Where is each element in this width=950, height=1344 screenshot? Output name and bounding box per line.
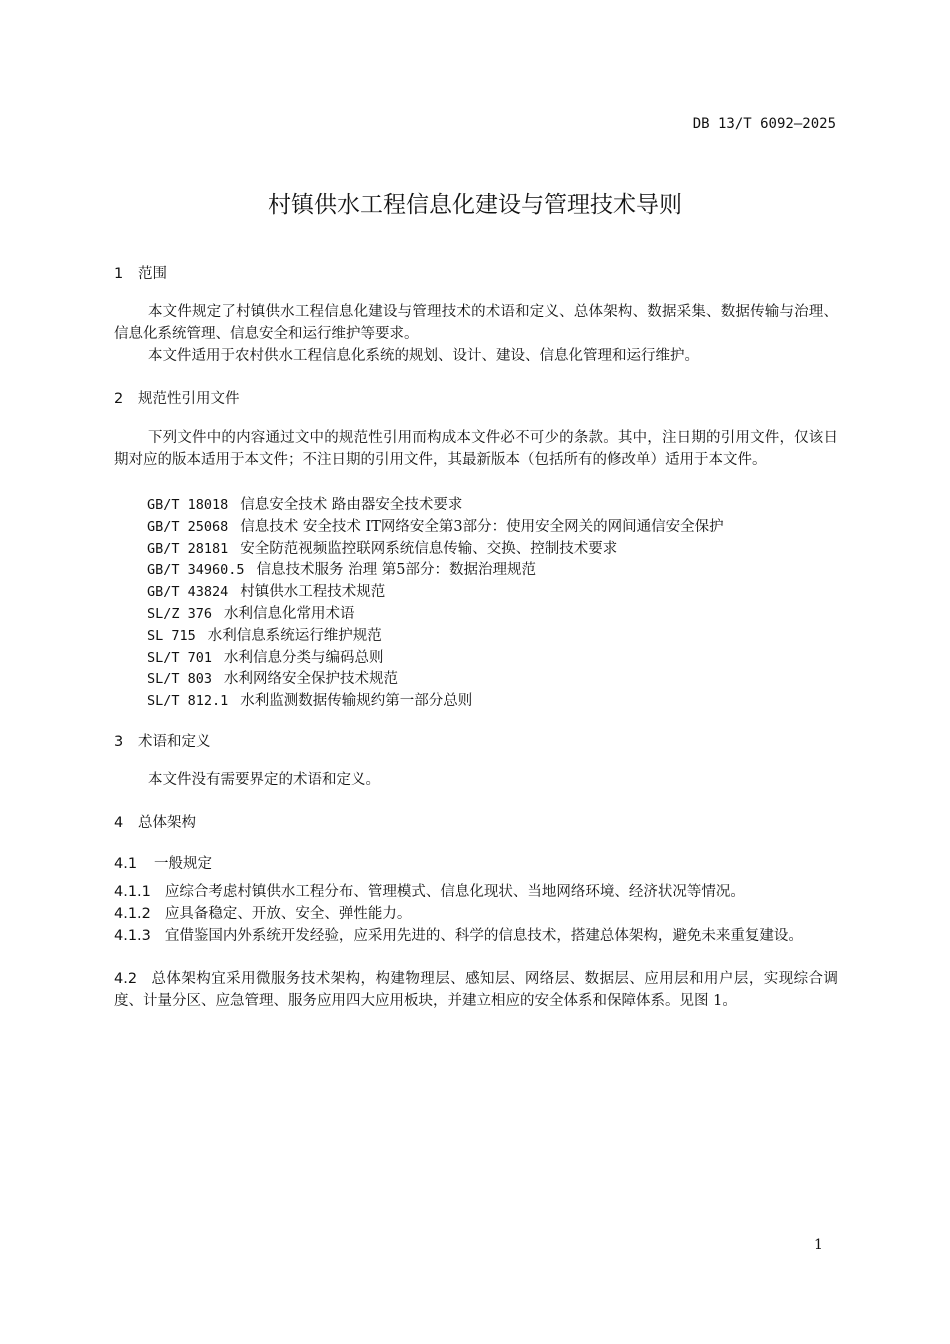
section-1-paragraph-1: 本文件规定了村镇供水工程信息化建设与管理技术的术语和定义、总体架构、数据采集、数据传输与治理、信息化系统管理、信息安全和运行维护等要求。 bbox=[114, 304, 838, 342]
reference-title: 信息安全技术 路由器安全技术要求 bbox=[240, 497, 463, 513]
reference-item bbox=[147, 558, 536, 579]
section-title: 术语和定义 bbox=[138, 734, 211, 750]
reference-item bbox=[147, 624, 382, 645]
clause-number: 4.1.3 bbox=[114, 928, 151, 944]
section-3-heading bbox=[114, 730, 211, 751]
reference-code: SL/T 803 bbox=[147, 671, 213, 687]
clause-4-1-1 bbox=[114, 882, 838, 904]
reference-code: GB/T 25068 bbox=[147, 519, 229, 535]
section-2-heading bbox=[114, 387, 240, 408]
reference-code: GB/T 34960.5 bbox=[147, 562, 245, 578]
reference-title: 水利信息分类与编码总则 bbox=[224, 650, 384, 666]
clause-4-2 bbox=[114, 969, 838, 1012]
reference-code: GB/T 43824 bbox=[147, 584, 229, 600]
reference-item bbox=[147, 580, 385, 601]
reference-title: 水利信息系统运行维护规范 bbox=[207, 628, 382, 644]
clause-number: 4.1.2 bbox=[114, 906, 151, 922]
reference-title: 水利信息化常用术语 bbox=[224, 606, 355, 622]
section-number: 4.1 bbox=[114, 856, 138, 872]
reference-code: SL/Z 376 bbox=[147, 606, 213, 622]
reference-code: GB/T 18018 bbox=[147, 497, 229, 513]
clause-text: 宜借鉴国内外系统开发经验，应采用先进的、科学的信息技术，搭建总体架构，避免未来重复建设。 bbox=[164, 928, 803, 944]
clause-text: 总体架构宜采用微服务技术架构，构建物理层、感知层、网络层、数据层、应用层和用户层，实现综合调度、计量分区、应急管理、服务应用四大应用板块，并建立相应的安全体系和保障体系。见图 1。 bbox=[114, 971, 838, 1009]
reference-item bbox=[147, 689, 472, 710]
section-number: 3 bbox=[114, 734, 124, 750]
clause-text: 应综合考虑村镇供水工程分布、管理模式、信息化现状、当地网络环境、经济状况等情况。 bbox=[164, 884, 745, 900]
reference-code: SL/T 812.1 bbox=[147, 693, 229, 709]
page-title: 村镇供水工程信息化建设与管理技术导则 bbox=[268, 192, 682, 218]
section-1-heading bbox=[114, 262, 167, 283]
reference-item bbox=[147, 667, 398, 688]
reference-code: SL/T 701 bbox=[147, 650, 213, 666]
clause-4-1-3 bbox=[114, 926, 838, 948]
section-3-paragraph: 本文件没有需要界定的术语和定义。 bbox=[148, 772, 380, 788]
section-4-heading bbox=[114, 811, 196, 832]
section-number: 2 bbox=[114, 391, 124, 407]
page-number: 1 bbox=[814, 1237, 823, 1253]
section-2-paragraph: 下列文件中的内容通过文中的规范性引用而构成本文件必不可少的条款。其中，注日期的引用文件，仅该日期对应的版本适用于本文件；不注日期的引用文件，其最新版本（包括所有的修改单）适用于本文件。 bbox=[114, 430, 838, 468]
section-title: 规范性引用文件 bbox=[138, 391, 240, 407]
clause-number: 4.1.1 bbox=[114, 884, 151, 900]
reference-item bbox=[147, 646, 384, 667]
reference-title: 村镇供水工程技术规范 bbox=[240, 584, 386, 600]
reference-code: SL 715 bbox=[147, 628, 196, 644]
reference-code: GB/T 28181 bbox=[147, 541, 229, 557]
reference-item bbox=[147, 515, 724, 536]
reference-title: 水利网络安全保护技术规范 bbox=[224, 671, 399, 687]
reference-title: 信息技术 安全技术 IT网络安全第3部分：使用安全网关的网间通信安全保护 bbox=[240, 519, 724, 535]
section-number: 4 bbox=[114, 815, 124, 831]
reference-item bbox=[147, 602, 355, 623]
section-1-paragraph-2: 本文件适用于农村供水工程信息化系统的规划、设计、建设、信息化管理和运行维护。 bbox=[148, 348, 699, 364]
reference-title: 信息技术服务 治理 第5部分：数据治理规范 bbox=[256, 562, 536, 578]
clause-4-1-2 bbox=[114, 904, 838, 926]
reference-title: 安全防范视频监控联网系统信息传输、交换、控制技术要求 bbox=[240, 541, 618, 557]
section-number: 1 bbox=[114, 266, 124, 282]
section-title: 范围 bbox=[138, 266, 167, 282]
reference-item bbox=[147, 493, 462, 514]
document-number: DB 13/T 6092—2025 bbox=[692, 116, 836, 132]
reference-item bbox=[147, 537, 617, 558]
clause-text: 应具备稳定、开放、安全、弹性能力。 bbox=[164, 906, 412, 922]
section-title: 一般规定 bbox=[154, 856, 212, 872]
reference-title: 水利监测数据传输规约第一部分总则 bbox=[240, 693, 473, 709]
clause-number: 4.2 bbox=[114, 971, 138, 987]
section-title: 总体架构 bbox=[138, 815, 196, 831]
subsection-4-1-heading bbox=[114, 852, 212, 873]
